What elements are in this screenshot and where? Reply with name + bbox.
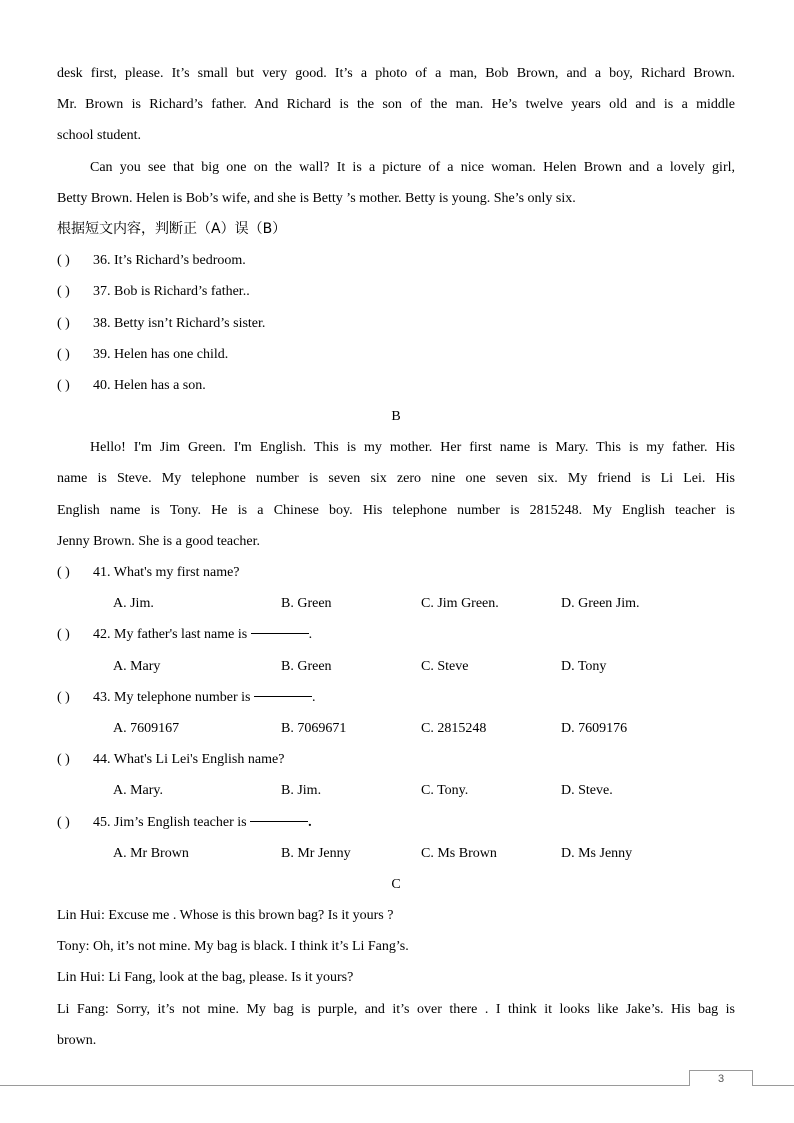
mc-question-41 [57,557,735,588]
mc-question-45 [57,807,735,838]
passage-a-line: Can you see that big one on the wall? It is a picture of a nice woman. Helen Brown and a lovely girl, [90,159,735,175]
options-row [57,713,735,744]
option-c[interactable]: C. Jim Green. [421,596,499,612]
option-a[interactable]: A. Mr Brown [113,845,189,861]
answer-paren[interactable]: ( ) [57,627,70,643]
dialogue-line: brown. [57,1032,97,1048]
passage-b-line: Jenny Brown. She is a good teacher. [57,533,260,549]
option-d[interactable]: D. 7609176 [561,720,628,736]
passage-a-line: desk first, please. It’s small but very good. It’s a photo of a man, Bob Brown, and a boy, Richard Brown. [57,66,735,81]
passage-a-line: Betty Brown. Helen is Bob’s wife, and she is Betty ’s mother. Betty is young. She’s only six. [57,190,576,206]
options-row [57,588,735,619]
question-end: . [308,627,313,643]
answer-paren[interactable]: ( ) [57,752,70,768]
judge-question-39 [57,339,735,370]
passage-a-line: school student. [57,128,141,144]
footer-divider [0,1085,794,1086]
options-row [57,775,735,806]
answer-paren[interactable]: ( ) [57,689,70,705]
fill-blank[interactable] [250,807,308,822]
option-b[interactable]: B. Green [281,596,332,612]
option-d[interactable]: D. Tony [561,658,607,674]
passage-b-line: Hello! I'm Jim Green. I'm English. This is my mother. Her first name is Mary. This is my father. His [90,440,735,456]
question-text: 40. Helen has a son. [93,377,206,393]
mc-question-44 [57,744,735,775]
dialogue-line: Lin Hui: Excuse me . Whose is this brown bag? Is it yours ? [57,908,394,924]
section-heading-b: B [391,409,401,425]
passage-a-line: Mr. Brown is Richard’s father. And Richard is the son of the man. He’s twelve years old and is a middle [57,97,735,113]
dialogue-line: Lin Hui: Li Fang, look at the bag, please. Is it yours? [57,970,354,986]
option-c[interactable]: C. Steve [421,658,469,674]
option-a[interactable]: A. Mary. [113,783,164,799]
document-page [57,58,735,1056]
judge-instruction: 根据短文内容，判断正（A）误（B） [57,220,287,237]
question-text: 45. Jim’s English teacher is [93,814,251,830]
option-a[interactable]: A. Mary [113,658,161,674]
dialogue-line: Li Fang: Sorry, it’s not mine. My bag is purple, and it’s over there . I think it looks like Jake’s. His bag is [57,1001,735,1017]
judge-question-37 [57,276,735,307]
mc-question-42 [57,619,735,650]
question-text: 42. My father's last name is [93,627,251,643]
question-text: 41. What's my first name? [93,565,240,580]
question-text: 37. Bob is Richard’s father.. [93,284,250,300]
fill-blank[interactable] [254,682,312,697]
question-text: 43. My telephone number is [93,689,254,705]
judge-question-36 [57,245,735,276]
option-b[interactable]: B. Green [281,658,332,674]
judge-question-38 [57,308,735,339]
option-b[interactable]: B. 7069671 [281,720,347,736]
answer-paren[interactable]: ( ) [57,315,70,331]
question-text: 44. What's Li Lei's English name? [93,752,285,768]
answer-paren[interactable]: ( ) [57,284,70,300]
question-end: . [311,689,316,705]
option-b[interactable]: B. Jim. [281,783,322,799]
answer-paren[interactable]: ( ) [57,346,70,362]
answer-paren[interactable]: ( ) [57,253,70,269]
question-end: . [308,814,312,830]
option-c[interactable]: C. Ms Brown [421,845,497,861]
section-heading-c: C [391,876,401,892]
option-b[interactable]: B. Mr Jenny [281,845,351,861]
answer-paren[interactable]: ( ) [57,565,70,580]
option-d[interactable]: D. Steve. [561,783,613,799]
dialogue-line: Tony: Oh, it’s not mine. My bag is black. I think it’s Li Fang’s. [57,939,409,955]
question-text: 38. Betty isn’t Richard’s sister. [93,315,266,331]
mc-question-43 [57,682,735,713]
fill-blank[interactable] [251,619,309,634]
answer-paren[interactable]: ( ) [57,377,70,393]
option-d[interactable]: D. Green Jim. [561,596,640,612]
page-number: 3 [689,1070,753,1086]
passage-b-line: English name is Tony. He is a Chinese boy. His telephone number is 2815248. My English teacher is [57,502,735,518]
option-a[interactable]: A. Jim. [113,596,154,612]
question-text: 36. It’s Richard’s bedroom. [93,253,246,269]
option-c[interactable]: C. 2815248 [421,720,487,736]
option-a[interactable]: A. 7609167 [113,720,180,736]
answer-paren[interactable]: ( ) [57,814,70,830]
passage-b-line: name is Steve. My telephone number is seven six zero nine one seven six. My friend is Li Lei. His [57,471,735,487]
option-d[interactable]: D. Ms Jenny [561,845,633,861]
options-row [57,651,735,682]
judge-question-40 [57,370,735,401]
option-c[interactable]: C. Tony. [421,783,469,799]
options-row [57,838,735,869]
question-text: 39. Helen has one child. [93,346,229,362]
